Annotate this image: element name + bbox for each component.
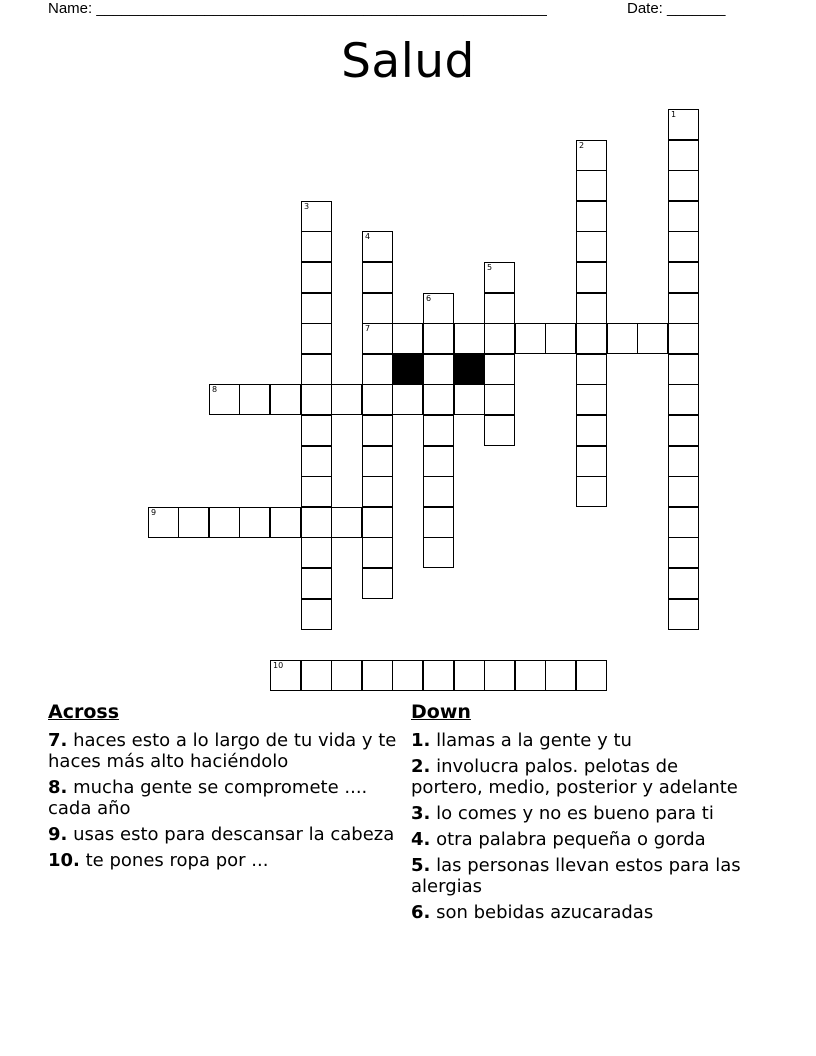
name-field-label: Name: ______________________________________________________ <box>48 0 547 17</box>
grid-cell[interactable] <box>362 660 393 691</box>
grid-cell[interactable] <box>301 231 332 262</box>
clue-down-1 <box>411 730 751 751</box>
grid-cell[interactable] <box>209 507 240 538</box>
grid-cell[interactable] <box>362 537 393 568</box>
grid-cell[interactable] <box>301 660 332 691</box>
grid-cell[interactable] <box>423 323 454 354</box>
clue-across-7 <box>48 730 408 772</box>
grid-cell[interactable] <box>362 446 393 477</box>
black-cell <box>392 354 423 385</box>
grid-cell[interactable] <box>668 354 699 385</box>
grid-cell[interactable] <box>423 537 454 568</box>
grid-cell[interactable] <box>270 660 301 691</box>
clue-text: usas esto para descansar la cabeza <box>73 824 395 845</box>
grid-cell[interactable] <box>576 323 607 354</box>
grid-cell[interactable] <box>301 507 332 538</box>
clue-across-10 <box>48 850 408 871</box>
grid-cell[interactable] <box>668 476 699 507</box>
grid-cell[interactable] <box>362 323 393 354</box>
grid-cell[interactable] <box>637 323 668 354</box>
clue-down-5 <box>411 855 751 897</box>
clue-number-label: 4 <box>365 232 371 241</box>
clue-text: las personas llevan estos para las alergias <box>411 855 741 897</box>
grid-cell[interactable] <box>668 415 699 446</box>
grid-cell[interactable] <box>423 354 454 385</box>
grid-cell[interactable] <box>515 323 546 354</box>
grid-cell[interactable] <box>423 384 454 415</box>
clue-down-2 <box>411 756 751 798</box>
grid-cell[interactable] <box>301 537 332 568</box>
clue-number: 3. <box>411 803 431 824</box>
grid-cell[interactable] <box>454 660 485 691</box>
grid-cell[interactable] <box>423 293 454 324</box>
grid-cell[interactable] <box>668 201 699 232</box>
grid-cell[interactable] <box>607 323 638 354</box>
grid-cell[interactable] <box>423 507 454 538</box>
clue-number-label: 1 <box>671 110 677 119</box>
clue-number-label: 5 <box>487 263 493 272</box>
grid-cell[interactable] <box>362 293 393 324</box>
clue-down-4 <box>411 829 751 850</box>
clue-number: 7. <box>48 730 68 751</box>
grid-cell[interactable] <box>668 293 699 324</box>
clue-number-label: 2 <box>579 141 585 150</box>
grid-cell[interactable] <box>301 415 332 446</box>
grid-cell[interactable] <box>668 384 699 415</box>
clue-across-9 <box>48 824 408 845</box>
grid-cell[interactable] <box>576 231 607 262</box>
grid-cell[interactable] <box>423 446 454 477</box>
clue-down-3 <box>411 803 751 824</box>
grid-cell[interactable] <box>576 446 607 477</box>
grid-cell[interactable] <box>484 262 515 293</box>
grid-cell[interactable] <box>392 323 423 354</box>
grid-cell[interactable] <box>270 507 301 538</box>
grid-cell[interactable] <box>362 507 393 538</box>
grid-cell[interactable] <box>576 293 607 324</box>
grid-cell[interactable] <box>668 262 699 293</box>
grid-cell[interactable] <box>576 415 607 446</box>
grid-cell[interactable] <box>484 323 515 354</box>
grid-cell[interactable] <box>362 384 393 415</box>
clue-text: llamas a la gente y tu <box>436 730 632 751</box>
grid-cell[interactable] <box>668 507 699 538</box>
clue-number-label: 7 <box>365 324 371 333</box>
clue-text: son bebidas azucaradas <box>436 902 654 923</box>
clue-down-6 <box>411 902 751 923</box>
date-field-label: Date: _______ <box>627 0 726 17</box>
grid-cell[interactable] <box>239 507 270 538</box>
grid-cell[interactable] <box>668 446 699 477</box>
grid-cell[interactable] <box>423 476 454 507</box>
clue-number: 8. <box>48 777 68 798</box>
clue-number-label: 8 <box>212 385 218 394</box>
clue-number: 1. <box>411 730 431 751</box>
grid-cell[interactable] <box>362 476 393 507</box>
grid-cell[interactable] <box>239 384 270 415</box>
grid-cell[interactable] <box>392 384 423 415</box>
grid-cell[interactable] <box>668 537 699 568</box>
grid-cell[interactable] <box>301 568 332 599</box>
grid-cell[interactable] <box>668 599 699 630</box>
grid-cell[interactable] <box>668 323 699 354</box>
grid-cell[interactable] <box>209 384 240 415</box>
grid-cell[interactable] <box>331 660 362 691</box>
grid-cell[interactable] <box>362 415 393 446</box>
grid-cell[interactable] <box>545 323 576 354</box>
clue-text: involucra palos. pelotas de portero, medio, posterior y adelante <box>411 756 738 798</box>
grid-cell[interactable] <box>576 384 607 415</box>
clue-number: 2. <box>411 756 431 777</box>
grid-cell[interactable] <box>576 660 607 691</box>
grid-cell[interactable] <box>362 262 393 293</box>
grid-cell[interactable] <box>301 293 332 324</box>
clue-number: 4. <box>411 829 431 850</box>
clue-number: 5. <box>411 855 431 876</box>
clue-number-label: 6 <box>426 294 432 303</box>
down-clues <box>411 700 751 928</box>
across-clues <box>48 700 408 876</box>
clue-text: lo comes y no es bueno para ti <box>436 803 714 824</box>
grid-cell[interactable] <box>423 660 454 691</box>
grid-cell[interactable] <box>484 293 515 324</box>
grid-cell[interactable] <box>301 599 332 630</box>
grid-cell[interactable] <box>576 476 607 507</box>
puzzle-title: Salud <box>341 34 475 89</box>
clue-number: 6. <box>411 902 431 923</box>
grid-cell[interactable] <box>454 323 485 354</box>
grid-cell[interactable] <box>668 109 699 140</box>
grid-cell[interactable] <box>576 201 607 232</box>
grid-cell[interactable] <box>301 446 332 477</box>
grid-cell[interactable] <box>668 170 699 201</box>
grid-cell[interactable] <box>515 660 546 691</box>
grid-cell[interactable] <box>362 231 393 262</box>
grid-cell[interactable] <box>423 415 454 446</box>
clue-number-label: 10 <box>273 661 284 670</box>
grid-cell[interactable] <box>362 354 393 385</box>
grid-cell[interactable] <box>484 384 515 415</box>
grid-cell[interactable] <box>392 660 423 691</box>
grid-cell[interactable] <box>301 354 332 385</box>
grid-cell[interactable] <box>484 415 515 446</box>
clue-number: 9. <box>48 824 68 845</box>
grid-cell[interactable] <box>270 384 301 415</box>
down-heading: Down <box>411 701 471 723</box>
grid-cell[interactable] <box>576 140 607 171</box>
grid-cell[interactable] <box>178 507 209 538</box>
clue-text: haces esto a lo largo de tu vida y te haces más alto haciéndolo <box>48 730 397 772</box>
grid-cell[interactable] <box>331 507 362 538</box>
across-heading: Across <box>48 701 120 723</box>
clue-number-label: 3 <box>304 202 310 211</box>
grid-cell[interactable] <box>301 476 332 507</box>
grid-cell[interactable] <box>301 384 332 415</box>
grid-cell[interactable] <box>668 231 699 262</box>
clue-across-8 <box>48 777 408 819</box>
grid-cell[interactable] <box>576 262 607 293</box>
black-cell <box>454 354 485 385</box>
clue-text: otra palabra pequeña o gorda <box>436 829 706 850</box>
grid-cell[interactable] <box>576 354 607 385</box>
grid-cell[interactable] <box>301 323 332 354</box>
grid-cell[interactable] <box>668 568 699 599</box>
grid-cell[interactable] <box>301 201 332 232</box>
clue-number: 10. <box>48 850 80 871</box>
grid-cell[interactable] <box>484 660 515 691</box>
grid-cell[interactable] <box>576 170 607 201</box>
clue-number-label: 9 <box>151 508 157 517</box>
grid-cell[interactable] <box>301 262 332 293</box>
grid-cell[interactable] <box>362 568 393 599</box>
grid-cell[interactable] <box>484 354 515 385</box>
grid-cell[interactable] <box>668 140 699 171</box>
grid-cell[interactable] <box>331 384 362 415</box>
grid-cell[interactable] <box>454 384 485 415</box>
clue-text: te pones ropa por ... <box>85 850 269 871</box>
clue-text: mucha gente se compromete .... cada año <box>48 777 368 819</box>
grid-cell[interactable] <box>148 507 179 538</box>
grid-cell[interactable] <box>545 660 576 691</box>
